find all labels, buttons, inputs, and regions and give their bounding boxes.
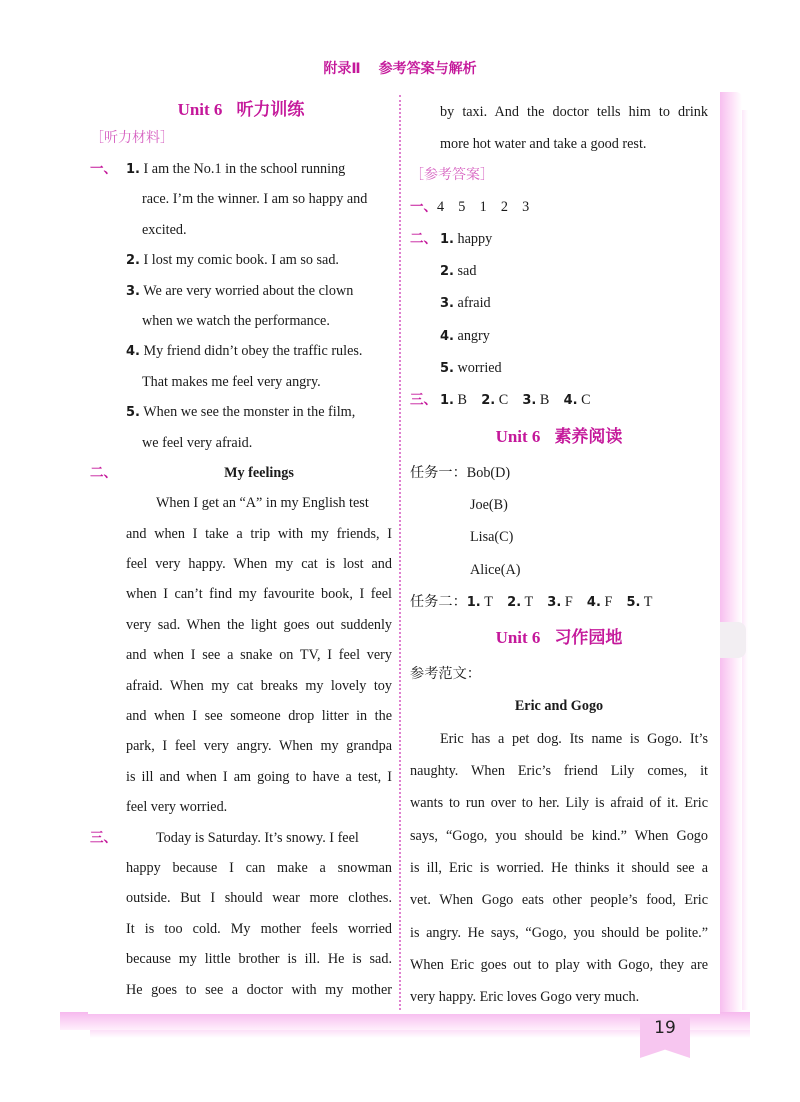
page-side-tab	[716, 622, 746, 658]
part-label: 二、	[90, 464, 117, 481]
part-label: 一、	[90, 161, 117, 177]
part-label: 二、	[410, 230, 437, 247]
list-item: 3. afraid	[440, 295, 491, 312]
task-label: 任务二：	[410, 593, 467, 610]
section-title-reading: Unit 6 素养阅读	[495, 426, 623, 446]
right-column: by taxi. And the doctor tells him to drink more hot water and take a good rest. ［参考答案］ 一、4 5 1 2 3 二、 1. happy 2. sad 3. afraid 4. angry 5. worried 三、 1. B 2. C 3. B 4. C Unit 6 素养阅读 任务一：Bob(D) Joe(B) Lisa(C) Alice(A) 任务二：1. T 2. T 3. F 4. F 5. T Unit 6 习作园地 参考范文： Eric and Gogo Eric has a pet dog. Its name is Gogo. It’s naughty. When Eric’s friend Lily comes, it wants to run over to her. Lily is afraid of it. Eric says, “Gogo, you should be kind.” When Gogo is ill, Eric is worried. He thinks it should see a vet. When Gogo eats other people’s food, Eric is angry. He says, “Gogo, you should be polite.” When Eric goes out to play with Gogo, they are very happy. Eric loves Gogo very much.	[410, 96, 708, 1013]
list-item: 2. I lost my comic book. I am so sad.	[126, 252, 339, 269]
header-appendix: 附录Ⅱ	[323, 61, 361, 77]
list-item: 3. We are very worried about the clown	[126, 282, 354, 299]
reading-task-2: 任务二：1. T 2. T 3. F 4. F 5. T	[410, 593, 653, 610]
running-header	[0, 58, 800, 78]
left-column	[90, 96, 392, 1005]
answers-part-3: 三、 1. B 2. C 3. B 4. C	[410, 384, 708, 416]
section-title-writing: Unit 6 习作园地	[495, 628, 623, 648]
list-item: 5. When we see the monster in the film,	[126, 404, 356, 421]
part-label: 三、	[90, 829, 117, 846]
reading-task-1: 任务一：Bob(D) Joe(B) Lisa(C) Alice(A)	[410, 464, 521, 578]
column-divider	[399, 95, 401, 1010]
answers-part-2	[410, 223, 708, 384]
section-title-listening: Unit 6 听力训练	[177, 100, 305, 119]
list-item: 二、 1. happy	[410, 223, 708, 255]
page-number: 19	[654, 1018, 676, 1038]
answers-part-1: 一、4 5 1 2 3	[410, 198, 530, 215]
essay-body: Eric has a pet dog. Its name is Gogo. It’s naughty. When Eric’s friend Lily comes, it wants to run over to her. Lily is afraid of it. Eric says, “Gogo, you should be kind.” When Gogo is ill, Eric is worried. He thinks it should see a vet. When Gogo eats other people’s food, Eric is angry. He says, “Gogo, you should be polite.” When Eric goes out to play with Gogo, they are very happy. Eric loves Gogo very much.	[410, 730, 708, 1006]
passage-title: My feelings	[224, 464, 294, 481]
task-label: 任务一：	[410, 464, 467, 481]
page-number-tab	[640, 1016, 690, 1058]
sample-label: 参考范文：	[410, 666, 481, 683]
listening-part-3: 三、 Today is Saturday. It’s snowy. I feel happy because I can make a snowman outside. But I should wear more clothes. It is too cold. My mother feels worried because my little brother is ill. He is sad. He goes to see a doctor with my mother	[90, 823, 392, 1005]
list-item: 一、 1. I am the No.1 in the school running	[90, 154, 392, 184]
essay-title: Eric and Gogo	[514, 698, 604, 715]
list-item: 2. sad	[440, 263, 477, 280]
part-label: 一、	[410, 198, 437, 215]
listening-part-2: 二、 My feelings When I get an “A” in my English test and when I take a trip with my friends, I feel very happy. When my cat is lost and when I can’t find my favourite book, I feel very sad. When the light goes out suddenly and when I see a snake on TV, I feel very afraid. When my cat breaks my lovely toy and when I see someone drop litter in the park, I feel very angry. When my grandpa is ill and when I am going to have a test, I feel very worried.	[90, 458, 392, 823]
listening-part-1: 一、 1. I am the No.1 in the school running race. I’m the winner. I am so happy and excited. 2. I lost my comic book. I am so sad. 3. We are very worried about the clown when we watch the performance. 4. My friend didn’t obey the traffic rules. That makes me feel very angry. 5. When we see the monster in the film, we feel very afraid.	[90, 154, 392, 458]
part-label: 三、	[410, 392, 437, 409]
answer-label: ［参考答案］	[410, 167, 494, 183]
page-edge-decoration	[718, 92, 742, 1022]
list-item: 4. My friend didn’t obey the traffic rules.	[126, 343, 363, 360]
header-title: 参考答案与解析	[378, 61, 477, 77]
material-label: ［听力材料］	[90, 131, 174, 146]
list-item: 4. angry	[440, 327, 490, 344]
list-item: 5. worried	[440, 360, 502, 377]
